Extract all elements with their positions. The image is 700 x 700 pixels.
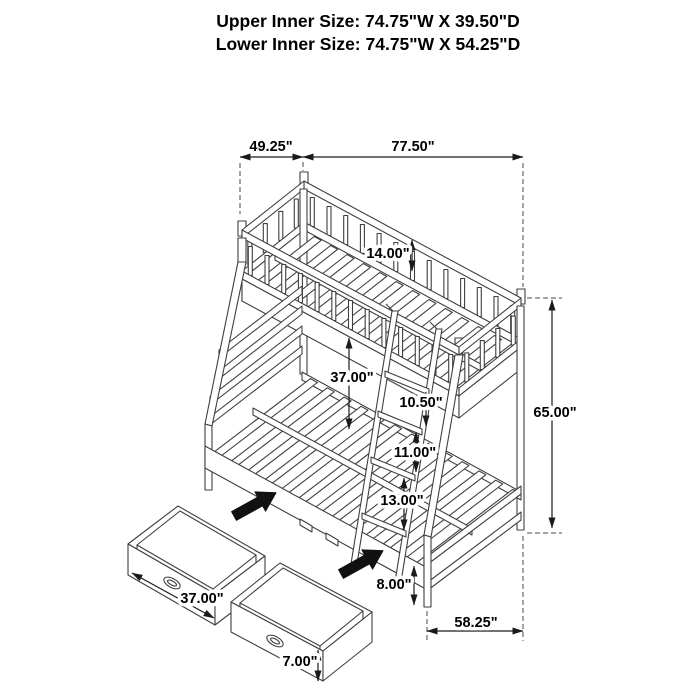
dim-label-lower-bed-depth: 58.25" — [454, 615, 498, 631]
dim-label-top-width: 77.50" — [391, 139, 435, 155]
dim-label-drawer-width: 37.00" — [180, 591, 224, 607]
lower-inner-size-label: Lower Inner Size: 74.75"W X 54.25"D — [215, 34, 521, 54]
dim-label-drawer-height: 7.00" — [282, 654, 318, 670]
dim-label-bunk-clearance: 37.00" — [330, 370, 374, 386]
dim-label-top-depth: 49.25" — [249, 139, 293, 155]
title-block — [216, 11, 520, 54]
dim-label-overall-height: 65.00" — [533, 405, 577, 421]
upper-inner-size-label: Upper Inner Size: 74.75"W X 39.50"D — [216, 11, 520, 31]
dim-label-under-bed-clearance: 8.00" — [376, 577, 412, 593]
dim-label-ladder-step-middle: 11.00" — [393, 445, 437, 461]
dim-label-ladder-step-bottom: 13.00" — [380, 493, 424, 509]
dim-label-ladder-step-top: 10.50" — [399, 395, 443, 411]
dimension-annotations — [132, 139, 577, 681]
dim-label-guard-rail-height: 14.00" — [366, 246, 410, 262]
